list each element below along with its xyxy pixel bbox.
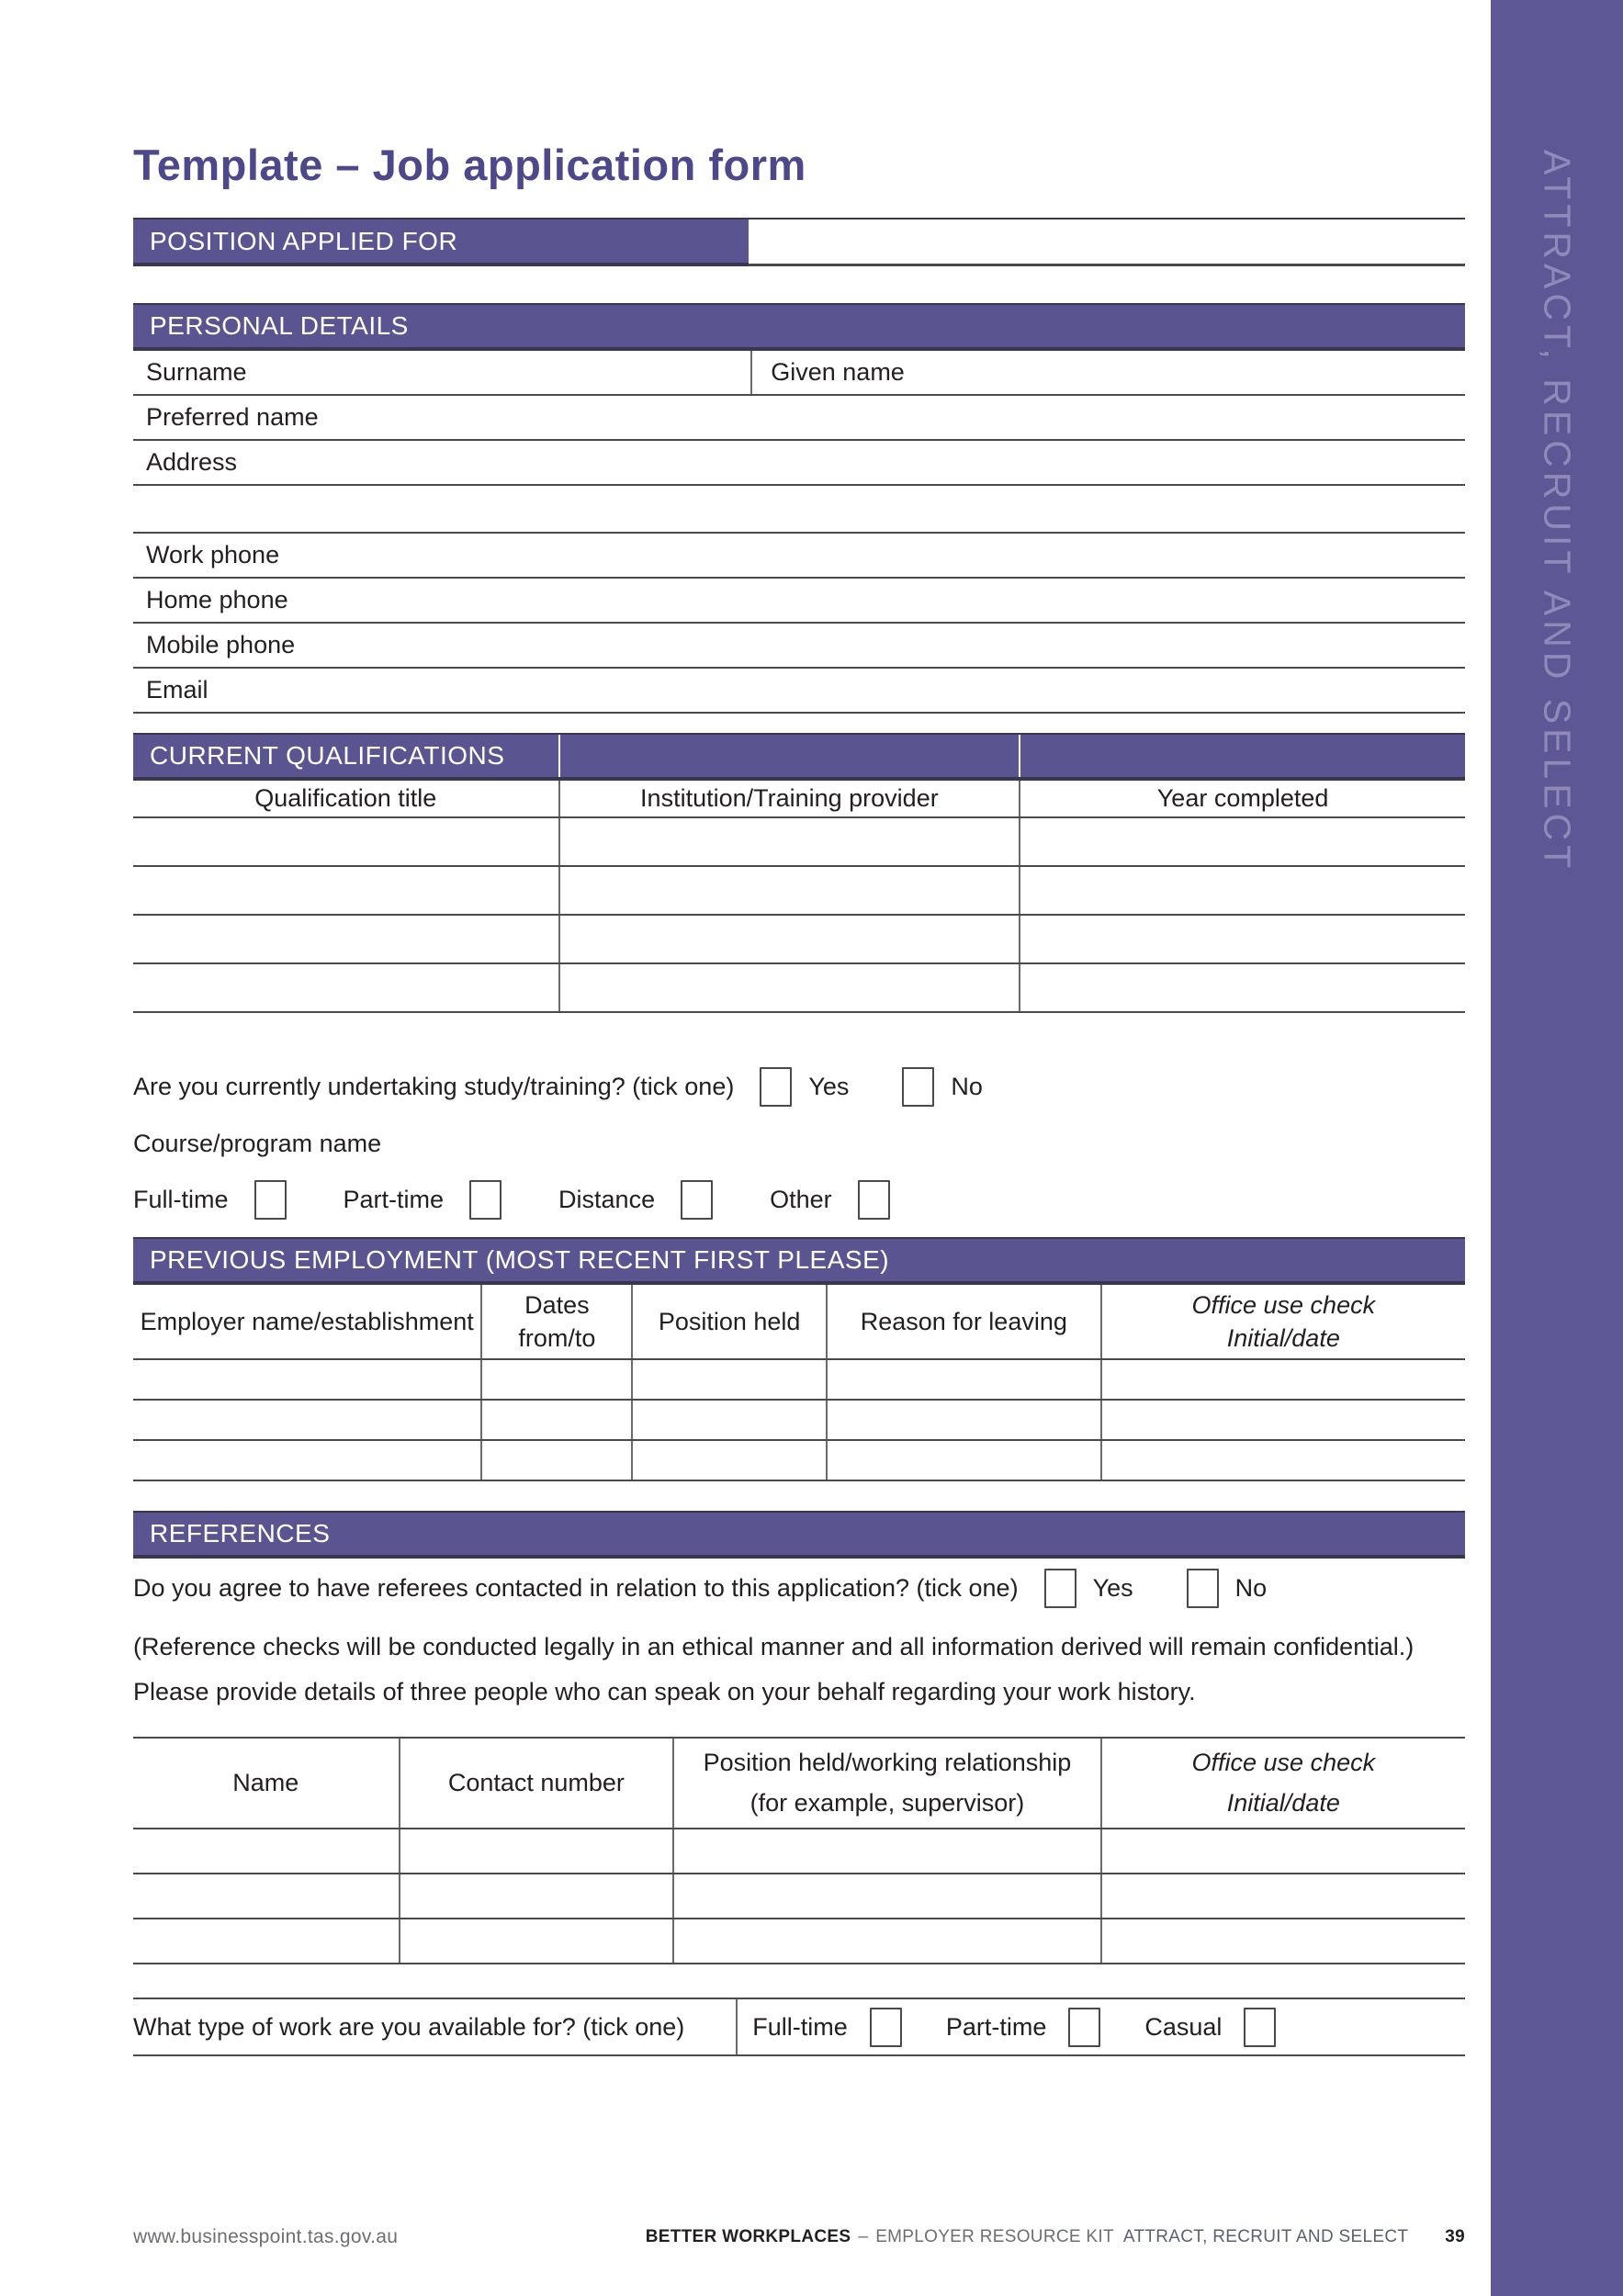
- institution-cell[interactable]: [558, 867, 1020, 914]
- surname-field[interactable]: [247, 351, 751, 394]
- mode-other-checkbox[interactable]: [858, 1180, 890, 1220]
- referee-empty-row: [133, 1874, 1465, 1919]
- preferred-name-row: [133, 396, 1465, 441]
- home-phone-label: Home phone: [146, 586, 288, 613]
- qualification-empty-row: [133, 964, 1465, 1013]
- home-phone-row: [133, 579, 1465, 624]
- email-row: [133, 669, 1465, 714]
- position-held-column-header: [631, 1285, 826, 1358]
- qualifications-header: CURRENT QUALIFICATIONS: [150, 741, 505, 770]
- employment-empty-row: [133, 1360, 1465, 1401]
- referees-question-label: Do you agree to have referees contacted in relation to this application? (tick one): [133, 1573, 1019, 1602]
- references-office-use-title: Office use check: [1191, 1748, 1376, 1776]
- email-field[interactable]: [209, 669, 1465, 712]
- referee-name-cell[interactable]: [133, 1919, 399, 1963]
- referee-empty-row: [133, 1919, 1465, 1964]
- dates-column-subtitle: from/to: [518, 1323, 596, 1352]
- reason-leaving-cell[interactable]: [826, 1441, 1100, 1480]
- contact-number-cell[interactable]: [399, 1919, 673, 1963]
- study-question-label: Are you currently undertaking study/training? (tick one): [133, 1072, 735, 1100]
- availability-parttime-label: Part-time: [945, 2012, 1047, 2041]
- mode-parttime-checkbox[interactable]: [469, 1180, 502, 1220]
- references-header: REFERENCES: [150, 1519, 331, 1548]
- dates-column-title: Dates: [524, 1290, 590, 1319]
- qualification-title-column-header: Qualification title: [254, 784, 437, 812]
- address-field-line2[interactable]: [133, 486, 1465, 532]
- given-name-field[interactable]: [905, 351, 1465, 394]
- employment-table-header: [133, 1285, 1465, 1360]
- address-second-line-row: [133, 486, 1465, 534]
- qualifications-bar: [133, 733, 1465, 781]
- page-footer: [133, 2221, 1465, 2254]
- references-office-use-cell[interactable]: [1100, 1829, 1465, 1873]
- contact-number-column-header: [399, 1739, 673, 1828]
- side-tab-label: ATTRACT, RECRUIT AND SELECT: [1536, 150, 1579, 873]
- qualification-title-cell[interactable]: [133, 867, 558, 914]
- mobile-phone-field[interactable]: [295, 624, 1465, 667]
- relationship-column-header: [672, 1739, 1099, 1828]
- preferred-name-field[interactable]: [319, 396, 1465, 439]
- referee-empty-row: [133, 1829, 1465, 1874]
- availability-row: [133, 1998, 1465, 2056]
- surname-cell: [133, 351, 752, 394]
- course-name-row: [133, 1120, 1465, 1167]
- references-note: [133, 1625, 1465, 1715]
- references-office-use-subtitle: Initial/date: [1226, 1789, 1340, 1818]
- availability-casual-label: Casual: [1144, 2012, 1223, 2041]
- relationship-cell[interactable]: [672, 1829, 1099, 1873]
- contact-number-column-title: Contact number: [447, 1769, 625, 1796]
- relationship-cell[interactable]: [672, 1919, 1099, 1963]
- course-name-label: Course/program name: [133, 1129, 382, 1157]
- footer-brand: BETTER WORKPLACES: [645, 2227, 851, 2246]
- qualification-title-cell[interactable]: [133, 916, 558, 962]
- qualifications-bar-cell: [133, 735, 558, 777]
- address-field[interactable]: [237, 441, 1465, 484]
- form-content: [133, 0, 1465, 2056]
- page-number: 39: [1445, 2227, 1465, 2246]
- availability-parttime-checkbox[interactable]: [1068, 2008, 1100, 2047]
- contact-number-cell[interactable]: [399, 1874, 673, 1918]
- office-use-cell[interactable]: [1100, 1441, 1465, 1480]
- position-applied-row: [133, 218, 1465, 266]
- reason-leaving-cell[interactable]: [826, 1360, 1100, 1399]
- availability-fulltime-checkbox[interactable]: [870, 2008, 902, 2047]
- relationship-column-title: Position held/working relationship: [703, 1748, 1072, 1776]
- qualification-empty-row: [133, 818, 1465, 867]
- dates-cell[interactable]: [480, 1360, 631, 1399]
- referees-question-row: [133, 1559, 1465, 1617]
- footer-url: www.businesspoint.tas.gov.au: [133, 2226, 399, 2247]
- mobile-phone-row: [133, 624, 1465, 669]
- employment-bar: [133, 1237, 1465, 1285]
- qualification-empty-row: [133, 916, 1465, 964]
- references-office-use-cell[interactable]: [1100, 1874, 1465, 1918]
- office-use-cell[interactable]: [1100, 1401, 1465, 1439]
- office-use-column-title: Office use check: [1191, 1290, 1376, 1319]
- employer-cell[interactable]: [133, 1441, 480, 1480]
- institution-cell[interactable]: [558, 916, 1020, 962]
- employer-column-header: [133, 1285, 480, 1358]
- address-row: [133, 441, 1465, 486]
- year-completed-cell[interactable]: [1019, 818, 1465, 865]
- references-table: [133, 1737, 1465, 1964]
- reason-leaving-column-header: [826, 1285, 1100, 1358]
- relationship-cell[interactable]: [672, 1874, 1099, 1918]
- office-use-cell[interactable]: [1100, 1360, 1465, 1399]
- study-mode-row: [133, 1171, 1465, 1228]
- year-completed-cell[interactable]: [1019, 867, 1465, 914]
- given-name-label: Given name: [771, 358, 905, 386]
- work-phone-row: [133, 534, 1465, 579]
- referee-name-column-title: Name: [232, 1769, 299, 1796]
- employment-empty-row: [133, 1401, 1465, 1441]
- surname-row: [133, 351, 1465, 396]
- mobile-phone-label: Mobile phone: [146, 631, 296, 658]
- availability-question: What type of work are you available for? (tick one): [133, 1999, 738, 2054]
- reason-leaving-column-title: Reason for leaving: [860, 1307, 1067, 1335]
- mode-distance-label: Distance: [558, 1185, 656, 1213]
- position-held-cell[interactable]: [631, 1360, 826, 1399]
- given-name-cell: [752, 351, 1465, 394]
- references-table-header: [133, 1737, 1465, 1829]
- qualification-title-cell[interactable]: [133, 818, 558, 865]
- footer-section-label: ATTRACT, RECRUIT AND SELECT: [1122, 2227, 1409, 2246]
- position-held-cell[interactable]: [631, 1441, 826, 1480]
- year-completed-cell[interactable]: [1019, 964, 1465, 1011]
- study-yes-label: Yes: [808, 1072, 850, 1100]
- employment-header: PREVIOUS EMPLOYMENT (MOST RECENT FIRST PLEASE): [150, 1245, 890, 1274]
- availability-options: [738, 1999, 1465, 2054]
- side-tab-band: [1491, 0, 1623, 2296]
- references-office-use-column-header: [1100, 1739, 1465, 1828]
- position-held-cell[interactable]: [631, 1401, 826, 1439]
- referee-name-column-header: [133, 1739, 399, 1828]
- dates-cell[interactable]: [480, 1401, 631, 1439]
- referees-yes-checkbox[interactable]: [1044, 1569, 1076, 1608]
- institution-cell[interactable]: [558, 964, 1020, 1011]
- referees-yes-label: Yes: [1092, 1573, 1133, 1602]
- employment-table-body: [133, 1360, 1465, 1481]
- employment-empty-row: [133, 1441, 1465, 1481]
- dates-cell[interactable]: [480, 1441, 631, 1480]
- footer-kit-label: EMPLOYER RESOURCE KIT: [875, 2227, 1114, 2246]
- personal-details-header: PERSONAL DETAILS: [150, 311, 409, 340]
- references-table-body: [133, 1829, 1465, 1964]
- reason-leaving-cell[interactable]: [826, 1401, 1100, 1439]
- institution-column-header: Institution/Training provider: [558, 781, 1020, 816]
- mode-parttime-label: Part-time: [343, 1185, 445, 1213]
- study-no-label: No: [951, 1072, 983, 1100]
- footer-separator: –: [858, 2227, 869, 2246]
- qualification-title-cell[interactable]: [133, 964, 558, 1011]
- qualifications-bar-cell: [558, 735, 1020, 777]
- mode-fulltime-label: Full-time: [133, 1185, 229, 1213]
- personal-details-bar: [133, 303, 1465, 351]
- dates-column-header: [480, 1285, 631, 1358]
- qualifications-table-body: [133, 818, 1465, 1013]
- qualification-empty-row: [133, 867, 1465, 916]
- employer-cell[interactable]: [133, 1360, 480, 1399]
- work-phone-field[interactable]: [279, 534, 1465, 577]
- employer-cell[interactable]: [133, 1401, 480, 1439]
- position-applied-header: POSITION APPLIED FOR: [133, 219, 749, 266]
- study-question-row: [133, 1063, 1465, 1110]
- referee-name-cell[interactable]: [133, 1829, 399, 1873]
- availability-fulltime-label: Full-time: [752, 2012, 848, 2041]
- surname-label: Surname: [146, 358, 247, 386]
- referee-name-cell[interactable]: [133, 1874, 399, 1918]
- references-bar: [133, 1511, 1465, 1559]
- references-office-use-cell[interactable]: [1100, 1919, 1465, 1963]
- references-note-line1: (Reference checks will be conducted legally in an ethical manner and all information derived will remain confidential.): [133, 1633, 1414, 1660]
- year-completed-cell[interactable]: [1019, 916, 1465, 962]
- position-held-column-title: Position held: [658, 1307, 801, 1335]
- mode-distance-checkbox[interactable]: [681, 1180, 713, 1220]
- institution-cell[interactable]: [558, 818, 1020, 865]
- address-label: Address: [146, 448, 238, 476]
- email-label: Email: [146, 676, 209, 703]
- preferred-name-label: Preferred name: [146, 403, 319, 431]
- employer-column-title: Employer name/establishment: [140, 1307, 474, 1335]
- office-use-column-subtitle: Initial/date: [1226, 1323, 1340, 1352]
- work-phone-label: Work phone: [146, 541, 280, 568]
- qualifications-table-header: [133, 781, 1465, 818]
- relationship-column-subtitle: (for example, supervisor): [750, 1789, 1025, 1818]
- availability-casual-checkbox[interactable]: [1244, 2008, 1276, 2047]
- referees-no-checkbox[interactable]: [1187, 1569, 1219, 1608]
- footer-right: [646, 2227, 1465, 2247]
- mode-other-label: Other: [770, 1185, 832, 1213]
- contact-number-cell[interactable]: [399, 1829, 673, 1873]
- study-no-checkbox[interactable]: [902, 1067, 934, 1107]
- year-completed-column-header: Year completed: [1019, 781, 1465, 816]
- study-yes-checkbox[interactable]: [760, 1067, 792, 1107]
- home-phone-field[interactable]: [288, 579, 1465, 622]
- qualifications-bar-cell: [1019, 735, 1465, 777]
- page-title: Template – Job application form: [133, 141, 806, 189]
- referees-no-label: No: [1234, 1573, 1268, 1602]
- mode-fulltime-checkbox[interactable]: [254, 1180, 287, 1220]
- position-applied-field[interactable]: [749, 219, 1465, 266]
- office-use-column-header: [1100, 1285, 1465, 1358]
- references-note-line2: Please provide details of three people who can speak on your behalf regarding your work history.: [133, 1678, 1196, 1705]
